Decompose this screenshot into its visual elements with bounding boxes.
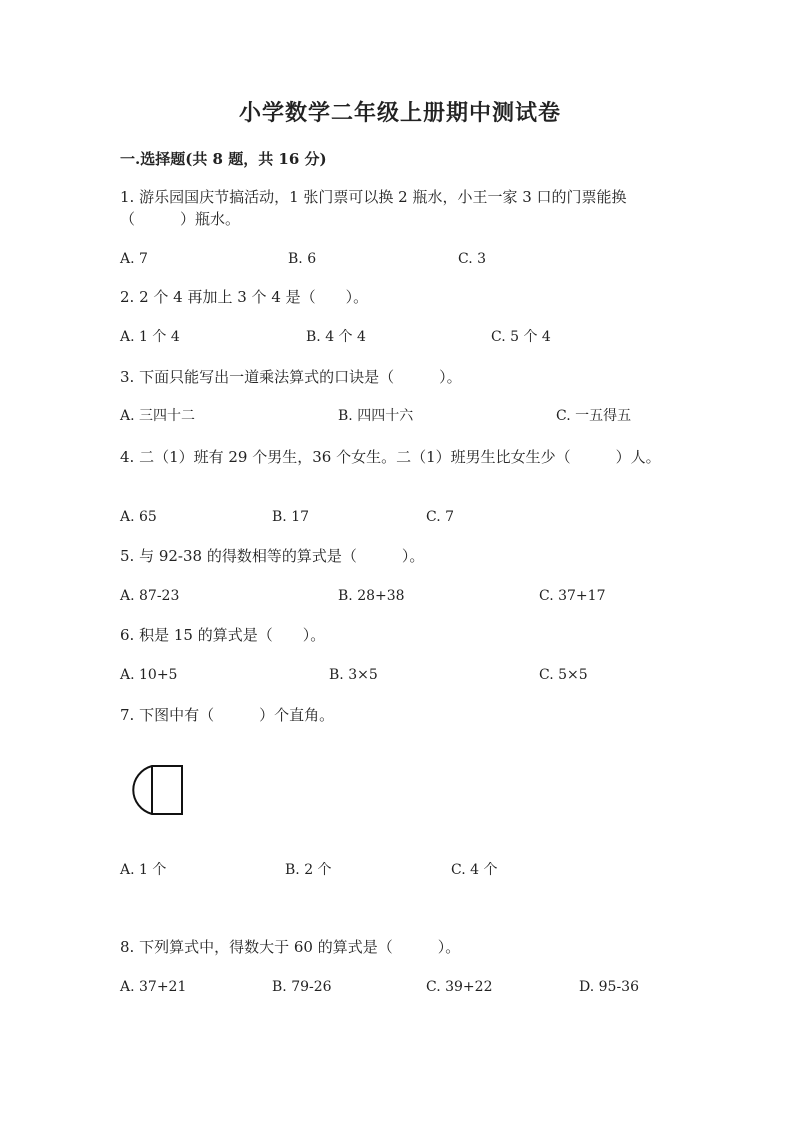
right-angle-figure [124,764,184,816]
question-7-option-b: B. 2 个 [285,862,332,878]
question-8-option-c: C. 39+22 [426,979,493,995]
question-2-option-c: C. 5 个 4 [491,329,551,345]
question-8: 8. 下列算式中，得数大于 60 的算式是（ ）。 [120,938,461,956]
question-1-option-c: C. 3 [458,251,487,267]
question-1-line-1: 1. 游乐园国庆节搞活动，1 张门票可以换 2 瓶水，小王一家 3 口的门票能换 [120,188,627,206]
question-6-option-c: C. 5×5 [539,667,588,683]
question-2: 2. 2 个 4 再加上 3 个 4 是（ ）。 [120,288,369,306]
question-6-option-b: B. 3×5 [329,667,378,683]
question-4-option-b: B. 17 [272,509,310,525]
question-7: 7. 下图中有（ ）个直角。 [120,706,335,724]
question-7-option-a: A. 1 个 [120,862,167,878]
question-2-option-b: B. 4 个 4 [306,329,366,345]
question-3-option-a: A. 三四十二 [120,408,196,424]
page-title: 小学数学二年级上册期中测试卷 [238,100,561,126]
figure-outline [133,766,182,814]
question-5-option-c: C. 37+17 [539,588,606,604]
question-7-option-c: C. 4 个 [451,862,498,878]
question-5: 5. 与 92-38 的得数相等的算式是（ ）。 [120,547,425,565]
section-heading: 一.选择题(共 8 题，共 16 分) [120,150,327,168]
question-2-option-a: A. 1 个 4 [120,329,180,345]
question-8-option-b: B. 79-26 [272,979,332,995]
question-3-option-b: B. 四四十六 [338,408,414,424]
question-8-option-d: D. 95-36 [579,979,639,995]
question-4-option-a: A. 65 [120,509,157,525]
question-4: 4. 二（1）班有 29 个男生，36 个女生。二（1）班男生比女生少（ ）人。 [120,448,661,466]
question-3-option-c: C. 一五得五 [556,408,632,424]
question-5-option-a: A. 87-23 [120,588,180,604]
question-8-option-a: A. 37+21 [120,979,187,995]
question-6: 6. 积是 15 的算式是（ ）。 [120,626,326,644]
question-1-option-a: A. 7 [120,251,148,267]
question-1-option-b: B. 6 [288,251,317,267]
question-6-option-a: A. 10+5 [120,667,178,683]
question-3: 3. 下面只能写出一道乘法算式的口诀是（ ）。 [120,368,462,386]
question-4-option-c: C. 7 [426,509,455,525]
question-1-line-2: （ ）瓶水。 [120,210,241,228]
question-1 [120,186,700,230]
question-5-option-b: B. 28+38 [338,588,405,604]
